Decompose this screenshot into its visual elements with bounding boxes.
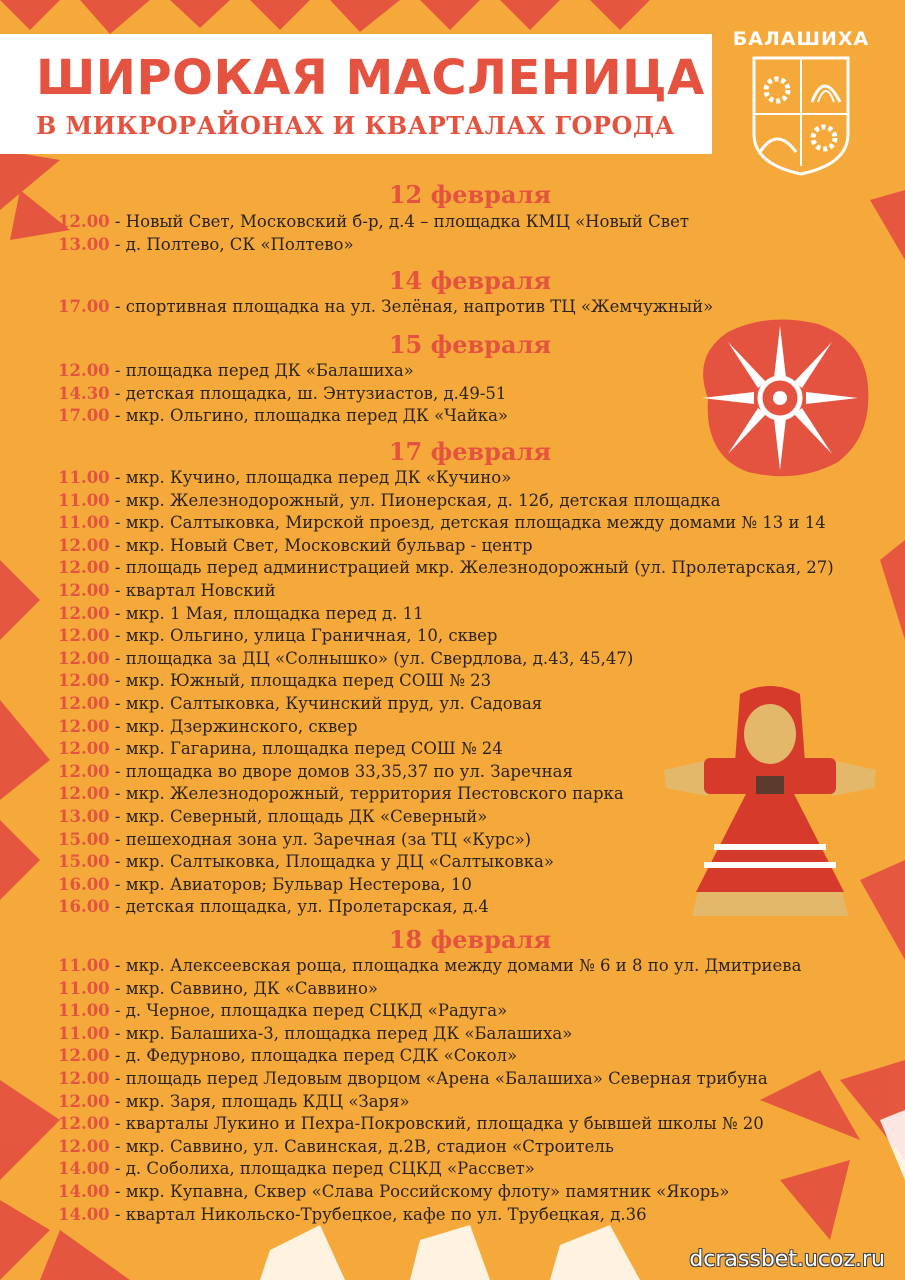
event-time: 14.30 [58,383,110,403]
event-time: 15.00 [58,829,110,849]
list-item: 12.00 - площадь перед Ледовым дворцом «Арена «Балашиха» Северная трибуна [58,1068,768,1088]
list-item: 14.00 - мкр. Купавна, Сквер «Слава Российскому флоту» памятник «Якорь» [58,1181,730,1201]
event-time: 17.00 [58,406,110,426]
event-place: Новый Свет, Московский б-р, д.4 – площадка КМЦ «Новый Свет [125,212,689,231]
day-heading: 14 февраля [388,266,552,295]
event-time: 13.00 [58,806,110,826]
event-place: мкр. Новый Свет, Московский бульвар - центр [125,535,533,555]
list-item: 11.00 - мкр. Саввино, ДК «Саввино» [58,978,378,998]
list-item: 13.00 - д. Полтево, СК «Полтево» [58,234,354,254]
list-item: 14.30 - детская площадка, ш. Энтузиастов, д.49-51 [58,383,507,403]
event-place: мкр. Купавна, Сквер «Слава Российскому флоту» памятник «Якорь» [125,1181,730,1201]
balashikha-coat-of-arms-icon [752,56,850,176]
event-place: д. Черное, площадка перед СЦКД «Радуга» [125,1001,508,1021]
event-time: 12.00 [58,1136,110,1156]
folk-sun-ornament-icon [688,316,872,480]
event-time: 12.00 [58,212,110,231]
list-item: 12.00 - мкр. Новый Свет, Московский бульвар - центр [58,535,533,555]
event-list [58,955,801,1226]
event-place: площадка во дворе домов 33,35,37 по ул. Заречная [125,761,573,781]
event-place: мкр. 1 Мая, площадка перед д. 11 [125,603,424,623]
event-place: д. Полтево, СК «Полтево» [125,234,354,254]
event-place: площадь перед Ледовым дворцом «Арена «Балашиха» Северная трибуна [125,1068,768,1088]
list-item: 12.00 - мкр. Дзержинского, сквер [58,716,358,736]
list-item: 12.00 - мкр. Заря, площадь КДЦ «Заря» [58,1091,410,1111]
day-heading: 15 февраля [388,330,552,359]
list-item: 12.00 - мкр. Южный, площадка перед СОШ № 23 [58,671,492,691]
event-time: 11.00 [58,1001,110,1021]
event-place: мкр. Северный, площадь ДК «Северный» [125,806,488,826]
list-item: 12.00 - мкр. Салтыковка, Кучинский пруд, ул. Садовая [58,693,543,713]
event-time: 14.00 [58,1204,110,1224]
list-item: 16.00 - мкр. Авиаторов; Бульвар Нестерова, 10 [58,874,472,894]
list-item: 11.00 - д. Черное, площадка перед СЦКД «Радуга» [58,1001,508,1021]
event-place: мкр. Железнодорожный, территория Пестовского парка [125,784,624,804]
list-item: 13.00 - мкр. Северный, площадь ДК «Северный» [58,806,488,826]
event-list [58,296,713,319]
event-time: 12.00 [58,361,110,380]
list-item: 17.00 - мкр. Ольгино, площадка перед ДК «Чайка» [58,406,508,426]
event-time: 12.00 [58,693,110,713]
event-place: мкр. Балашиха-3, площадка перед ДК «Балашиха» [125,1023,573,1043]
event-time: 12.00 [58,603,110,623]
list-item: 11.00 - мкр. Салтыковка, Мирской проезд, детская площадка между домами № 13 и 14 [58,513,826,533]
list-item: 12.00 - мкр. Ольгино, улица Граничная, 10, сквер [58,626,498,646]
list-item: 16.00 - детская площадка, ул. Пролетарская, д.4 [58,897,489,917]
list-item: 11.00 - мкр. Железнодорожный, ул. Пионерская, д. 12б, детская площадка [58,490,721,510]
list-item: 12.00 - площадь перед администрацией мкр. Железнодорожный (ул. Пролетарская, 27) [58,558,834,578]
event-time: 11.00 [58,1023,110,1043]
list-item: 12.00 - квартал Новский [58,580,276,600]
event-time: 11.00 [58,956,110,975]
event-place: мкр. Авиаторов; Бульвар Нестерова, 10 [125,874,472,894]
page-title: ШИРОКАЯ МАСЛЕНИЦА [36,50,705,106]
list-item: 12.00 - мкр. 1 Мая, площадка перед д. 11 [58,603,424,623]
list-item: 14.00 - квартал Никольско-Трубецкое, кафе по ул. Трубецкая, д.36 [58,1204,647,1224]
event-place: пешеходная зона ул. Заречная (за ТЦ «Курс») [125,829,532,849]
list-item: 12.00 - площадка за ДЦ «Солнышко» (ул. Свердлова, д.43, 45,47) [58,648,634,668]
list-item: 12.00 - Новый Свет, Московский б-р, д.4 – площадка КМЦ «Новый Свет [58,212,689,231]
event-place: мкр. Саввино, ул. Савинская, д.2В, стадион «Строитель [125,1136,614,1156]
list-item: 12.00 - площадка во дворе домов 33,35,37 по ул. Заречная [58,761,573,781]
event-place: мкр. Саввино, ДК «Саввино» [125,978,378,998]
day-heading: 17 февраля [388,437,552,466]
event-list [58,211,689,256]
list-item: 12.00 - мкр. Саввино, ул. Савинская, д.2В, стадион «Строитель [58,1136,614,1156]
event-time: 11.00 [58,513,110,533]
event-place: мкр. Гагарина, площадка перед СОШ № 24 [125,739,503,759]
day-heading: 12 февраля [388,180,552,209]
list-item: 11.00 - мкр. Кучино, площадка перед ДК «Кучино» [58,468,512,487]
event-place: спортивная площадка на ул. Зелёная, напротив ТЦ «Жемчужный» [125,297,714,316]
event-time: 12.00 [58,671,110,691]
city-label: БАЛАШИХА [732,28,870,50]
event-place: мкр. Кучино, площадка перед ДК «Кучино» [125,468,512,487]
list-item: 12.00 - мкр. Гагарина, площадка перед СОШ № 24 [58,739,503,759]
event-time: 12.00 [58,784,110,804]
event-place: д. Соболиха, площадка перед СЦКД «Рассвет» [125,1159,535,1179]
event-time: 12.00 [58,580,110,600]
event-time: 13.00 [58,234,110,254]
event-place: площадка за ДЦ «Солнышко» (ул. Свердлова, д.43, 45,47) [125,648,634,668]
list-item: 11.00 - мкр. Балашиха-3, площадка перед ДК «Балашиха» [58,1023,573,1043]
event-time: 16.00 [58,874,110,894]
event-place: площадка перед ДК «Балашиха» [125,361,414,380]
event-place: д. Федурново, площадка перед СДК «Сокол» [125,1046,518,1066]
event-time: 11.00 [58,490,110,510]
event-place: мкр. Салтыковка, Площадка у ДЦ «Салтыковка» [125,852,554,872]
event-time: 17.00 [58,297,110,316]
list-item: 12.00 - площадка перед ДК «Балашиха» [58,361,414,380]
event-time: 12.00 [58,535,110,555]
event-time: 11.00 [58,468,110,487]
event-place: площадь перед администрацией мкр. Железнодорожный (ул. Пролетарская, 27) [125,558,834,578]
event-place: мкр. Дзержинского, сквер [125,716,358,736]
event-time: 12.00 [58,1114,110,1134]
event-place: мкр. Южный, площадка перед СОШ № 23 [125,671,492,691]
event-place: мкр. Заря, площадь КДЦ «Заря» [125,1091,410,1111]
event-time: 12.00 [58,1091,110,1111]
event-place: мкр. Ольгино, площадка перед ДК «Чайка» [125,406,508,426]
event-time: 14.00 [58,1181,110,1201]
event-place: мкр. Салтыковка, Кучинский пруд, ул. Садовая [125,693,543,713]
list-item: 14.00 - д. Соболиха, площадка перед СЦКД «Рассвет» [58,1159,535,1179]
list-item: 15.00 - мкр. Салтыковка, Площадка у ДЦ «Салтыковка» [58,852,554,872]
event-place: детская площадка, ул. Пролетарская, д.4 [125,897,489,917]
event-place: квартал Никольско-Трубецкое, кафе по ул. Трубецкая, д.36 [125,1204,647,1224]
event-time: 12.00 [58,558,110,578]
list-item: 12.00 - кварталы Лукино и Пехра-Покровский, площадка у бывшей школы № 20 [58,1114,764,1134]
event-time: 12.00 [58,761,110,781]
event-time: 11.00 [58,978,110,998]
event-time: 12.00 [58,1068,110,1088]
event-time: 14.00 [58,1159,110,1179]
event-time: 16.00 [58,897,110,917]
event-time: 15.00 [58,852,110,872]
list-item: 12.00 - д. Федурново, площадка перед СДК «Сокол» [58,1046,518,1066]
event-time: 12.00 [58,739,110,759]
list-item: 12.00 - мкр. Железнодорожный, территория Пестовского парка [58,784,624,804]
day-heading: 18 февраля [388,925,552,954]
list-item: 11.00 - мкр. Алексеевская роща, площадка между домами № 6 и 8 по ул. Дмитриева [58,956,802,975]
event-time: 12.00 [58,648,110,668]
maslenitsa-doll-icon [656,684,884,924]
watermark: dcrassbet.ucoz.ru [689,1247,885,1272]
event-place: мкр. Салтыковка, Мирской проезд, детская площадка между домами № 13 и 14 [125,513,826,533]
event-place: мкр. Ольгино, улица Граничная, 10, сквер [125,626,498,646]
event-time: 12.00 [58,716,110,736]
event-time: 12.00 [58,1046,110,1066]
page-subtitle: В МИКРОРАЙОНАХ И КВАРТАЛАХ ГОРОДА [36,111,675,140]
event-place: детская площадка, ш. Энтузиастов, д.49-51 [125,383,507,403]
event-time: 12.00 [58,626,110,646]
event-list [58,360,508,428]
event-place: мкр. Алексеевская роща, площадка между домами № 6 и 8 по ул. Дмитриева [125,956,802,975]
event-place: мкр. Железнодорожный, ул. Пионерская, д. 12б, детская площадка [125,490,721,510]
list-item: 17.00 - спортивная площадка на ул. Зелёная, напротив ТЦ «Жемчужный» [58,297,714,316]
list-item: 15.00 - пешеходная зона ул. Заречная (за ТЦ «Курс») [58,829,532,849]
event-place: квартал Новский [125,580,276,600]
event-place: кварталы Лукино и Пехра-Покровский, площадка у бывшей школы № 20 [125,1114,764,1134]
